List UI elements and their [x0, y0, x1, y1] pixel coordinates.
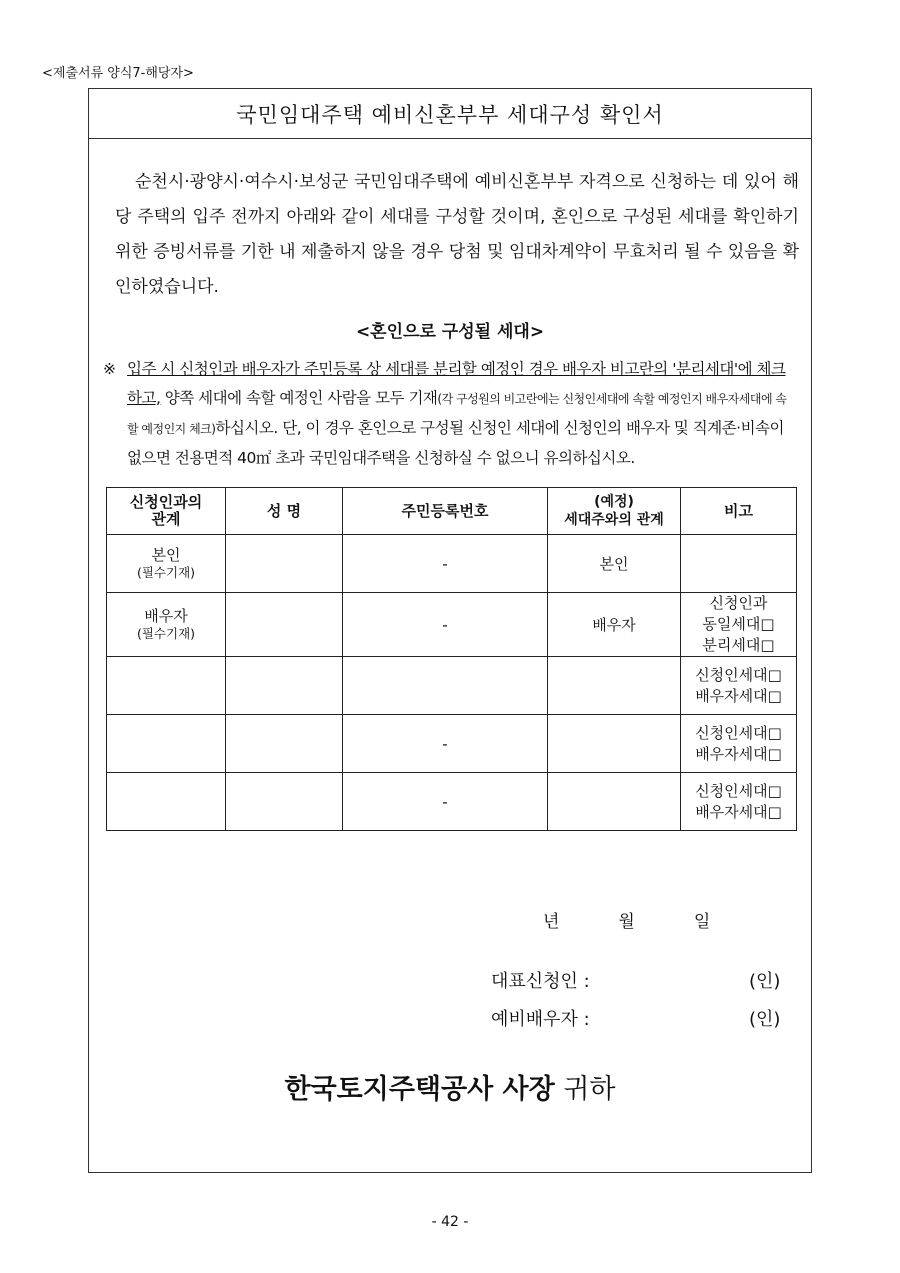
header-relation: 신청인과의 관계 — [107, 488, 226, 535]
notice-small: (각 구성원의 비고란에는 신청인세대에 속할 예정인지 배우자세대에 속할 예정인지 체크) — [127, 392, 787, 436]
household-table — [106, 487, 797, 831]
same-household-checkbox: 동일세대□ — [702, 615, 775, 633]
householder-relation-cell[interactable] — [548, 773, 681, 831]
date-line — [543, 907, 710, 932]
header-memo: 비고 — [681, 488, 797, 535]
spouse-household-checkbox: 배우자세대□ — [695, 802, 782, 821]
memo-cell[interactable]: 신청인과 동일세대□ 분리세대□ — [681, 593, 797, 657]
date-day[interactable]: 일 — [693, 912, 711, 932]
relation-cell: 본인 (필수기재) — [107, 535, 226, 593]
table-row — [107, 593, 797, 657]
name-cell[interactable] — [226, 657, 343, 715]
recipient — [89, 1067, 811, 1106]
section-heading: <혼인으로 구성될 세대> — [355, 322, 545, 342]
notice-underlined: 입주 시 신청인과 배우자가 주민등록 상 세대를 분리할 예정인 경우 배우자 비고란의 '분리세대'에 체크하고, — [127, 360, 786, 407]
resident-id-cell[interactable]: - — [343, 715, 548, 773]
header-householder-relation: (예정) 세대주와의 관계 — [548, 488, 681, 535]
spouse-signature — [491, 1005, 781, 1031]
form-title: 국민임대주택 예비신혼부부 세대구성 확인서 — [89, 89, 811, 139]
spouse-household-checkbox: 배우자세대□ — [695, 744, 782, 763]
householder-relation-cell[interactable] — [548, 715, 681, 773]
table-row — [107, 715, 797, 773]
notice-mark: ※ — [103, 360, 116, 378]
table-row — [107, 773, 797, 831]
form-frame — [88, 88, 812, 1173]
representative-seal[interactable]: (인) — [749, 971, 781, 992]
date-year[interactable]: 년 — [543, 912, 560, 932]
relation-cell[interactable] — [107, 715, 226, 773]
intro-paragraph: 순천시·광양시·여수시·보성군 국민임대주택에 예비신혼부부 자격으로 신청하는 데 있어 해당 주택의 입주 전까지 아래와 같이 세대를 구성할 것이며, 혼인으로 구성된 세대를 확인하기 위한 증빙서류를 기한 내 제출하지 않을 경우 당첨 및 임대차계약이 무효처리 될 수 있음을 확인하였습니다. — [115, 172, 799, 297]
table-row — [107, 535, 797, 593]
notice-part3: 하십시오. 단, 이 경우 혼인으로 구성될 신청인 세대에 신청인의 배우자 및 직계존·비속이 없으면 전용면적 40㎡ 초과 국민임대주택을 신청하실 수 없으니 유의하십시오. — [127, 419, 785, 467]
resident-id-cell[interactable]: - — [343, 535, 548, 593]
recipient-suffix: 귀하 — [554, 1074, 616, 1105]
notice-part2: 양쪽 세대에 속할 예정인 사람을 모두 기재 — [160, 389, 438, 407]
resident-id-cell[interactable]: - — [343, 773, 548, 831]
name-cell[interactable] — [226, 715, 343, 773]
resident-id-cell[interactable]: - — [343, 593, 548, 657]
memo-cell[interactable] — [681, 715, 797, 773]
relation-cell: 배우자 (필수기재) — [107, 593, 226, 657]
header-name: 성 명 — [226, 488, 343, 535]
name-cell[interactable] — [226, 593, 343, 657]
relation-cell[interactable] — [107, 773, 226, 831]
notice — [103, 355, 797, 473]
spouse-seal[interactable]: (인) — [749, 1009, 781, 1030]
representative-signature — [491, 967, 781, 993]
householder-relation-cell: 본인 — [548, 535, 681, 593]
recipient-org: 한국토지주택공사 사장 — [284, 1074, 555, 1105]
spouse-label: 예비배우자 : — [491, 1009, 590, 1030]
memo-cell[interactable] — [681, 657, 797, 715]
householder-relation-cell[interactable] — [548, 657, 681, 715]
householder-relation-cell: 배우자 — [548, 593, 681, 657]
memo-cell[interactable] — [681, 773, 797, 831]
applicant-household-checkbox: 신청인세대□ — [695, 781, 782, 800]
form-code: <제출서류 양식7-해당자> — [42, 66, 194, 81]
page-number: - 42 - — [431, 1214, 469, 1230]
table-header-row — [107, 488, 797, 535]
memo-cell — [681, 535, 797, 593]
applicant-household-checkbox: 신청인세대□ — [695, 723, 782, 742]
resident-id-cell[interactable] — [343, 657, 548, 715]
representative-label: 대표신청인 : — [491, 971, 590, 992]
date-month[interactable]: 월 — [618, 912, 635, 932]
applicant-household-checkbox: 신청인세대□ — [695, 665, 782, 684]
name-cell[interactable] — [226, 773, 343, 831]
separate-household-checkbox: 분리세대□ — [702, 636, 775, 654]
relation-cell[interactable] — [107, 657, 226, 715]
table-row — [107, 657, 797, 715]
notice-body — [103, 355, 797, 473]
header-resident-id: 주민등록번호 — [343, 488, 548, 535]
spouse-household-checkbox: 배우자세대□ — [695, 686, 782, 705]
name-cell[interactable] — [226, 535, 343, 593]
